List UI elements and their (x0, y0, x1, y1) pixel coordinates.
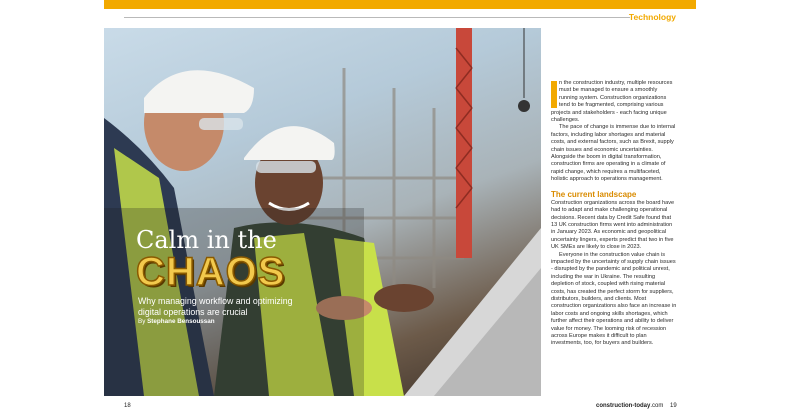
headline-line1: Calm in the (136, 226, 277, 254)
subheading: The current landscape (551, 189, 637, 199)
intro-text: n the construction industry, multiple resources must be managed to ensure a smoothly running system. Construction organizations tend to be fragmented, comprising various projects and stakeholders - each facing unique challenges. (551, 80, 673, 124)
section-label: Technology (628, 12, 676, 22)
standfirst: Why managing workflow and optimizing digital operations are crucial (138, 296, 293, 317)
paragraph-4: Everyone in the construction value chain is impacted by the uncertainty of supply chain issues - disrupted by the pandemic and political unrest, including the war in Ukraine. The resulting depletion of stock, coupled with rising material costs, has created the perfect storm for suppliers, distributors, builders, and clients. Most construction organizations also face an increase in labor costs and ongoing skills shortages, which further affect their operations and ability to deliver value for money. The looming risk of recession across Europe makes it difficult to plan investments, too, for buyers and builders. (551, 251, 677, 347)
author-name: Stephane Bensoussan (147, 318, 215, 325)
paragraph-2: The pace of change is immense due to internal factors, including labor shortages and material costs, and external factors, such as Brexit, supply chain issues and economic uncertainties. Alongside the boom in digital transformation, construction firms are operating in a climate of rapid change, which requires a multifaceted, holistic approach to operations management. (551, 124, 676, 183)
top-accent-bar (104, 0, 696, 9)
site-tld: .com (650, 403, 664, 409)
paragraph-3: Construction organizations across the board have had to adapt and make challenging operational decisions. Recent data by Credit Safe found that 13 UK construction firms went into administration in January 2023. As economic and geopolitical uncertainty lingers, experts predict that two in five UK SMEs are likely to close in 2023. (551, 199, 675, 251)
drop-cap (551, 81, 557, 108)
site-url (596, 403, 663, 409)
byline (138, 318, 215, 325)
intro-paragraph (551, 80, 677, 124)
article-column (551, 80, 677, 348)
header-rule (124, 17, 630, 18)
byline-prefix: By (138, 318, 146, 325)
construction-workers-illustration (104, 28, 541, 396)
headline-line2: CHAOS (136, 250, 286, 294)
page-number-right: 19 (670, 403, 677, 409)
site-name: construction-today (596, 403, 651, 409)
hero-photo (104, 28, 541, 396)
page-number-left: 18 (124, 403, 131, 409)
